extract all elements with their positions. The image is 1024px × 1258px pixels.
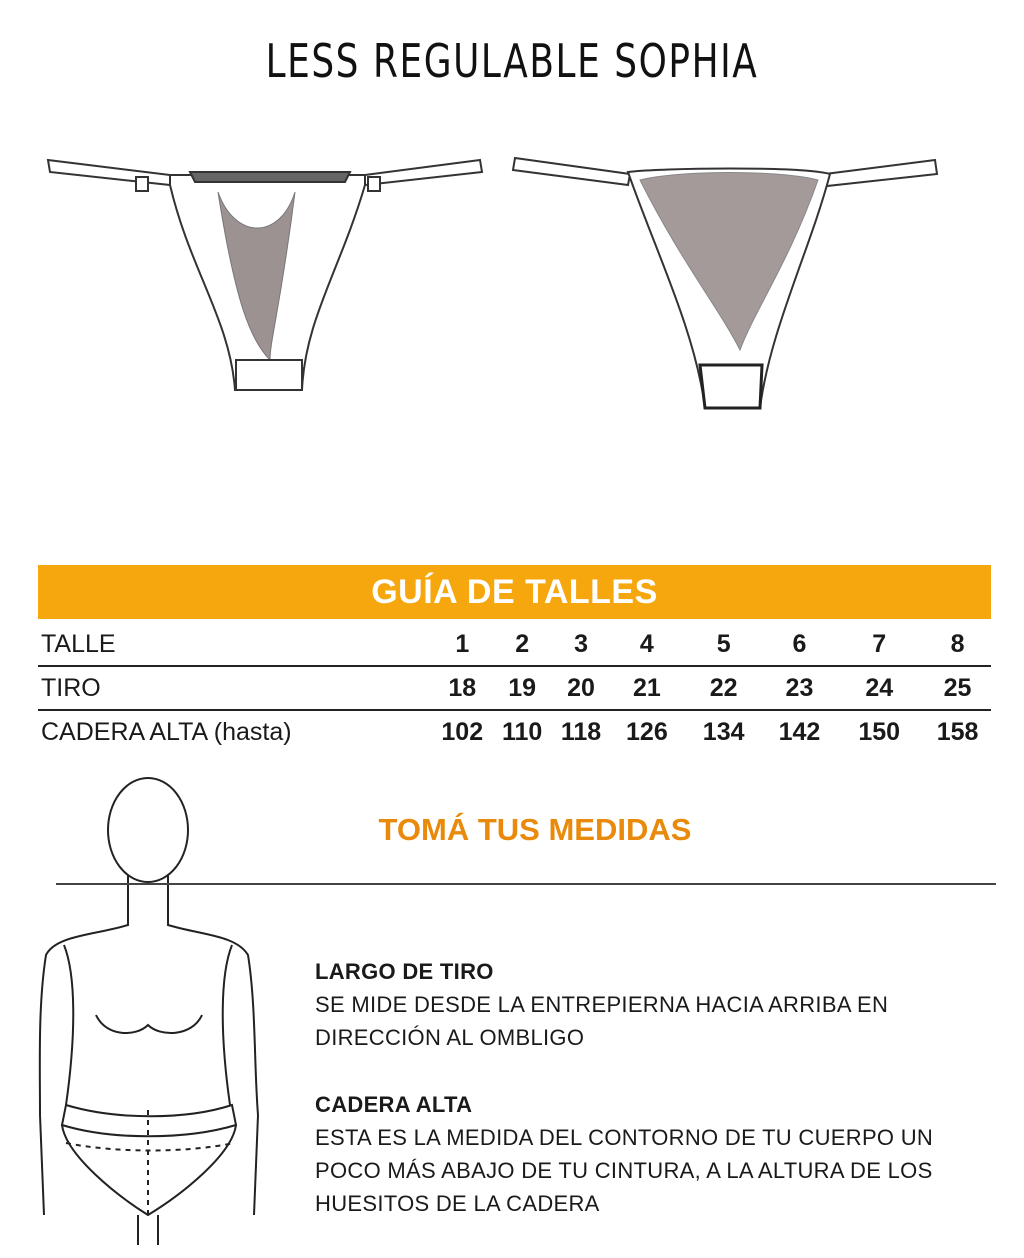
row-label: CADERA ALTA (hasta) — [41, 717, 292, 746]
table-cell: 4 — [611, 623, 683, 666]
table-cell: 24 — [834, 666, 924, 710]
back-view-drawing — [513, 158, 937, 408]
table-row — [38, 623, 991, 666]
table-cell: 102 — [441, 717, 484, 746]
table-cell: 3 — [551, 623, 611, 666]
measure-description: SE MIDE DESDE LA ENTREPIERNA HACIA ARRIBA EN DIRECCIÓN AL OMBLIGO — [315, 992, 889, 1050]
table-cell: 23 — [765, 666, 835, 710]
table-cell: 8 — [924, 623, 991, 666]
table-cell: 142 — [778, 717, 821, 746]
table-cell: 118 — [560, 717, 602, 746]
size-guide-header: GUÍA DE TALLES — [38, 565, 991, 619]
size-table — [38, 623, 991, 753]
row-label: TIRO — [38, 666, 431, 710]
body-figure-illustration — [36, 775, 276, 1245]
table-row — [38, 666, 991, 710]
table-cell: 110 — [501, 717, 543, 746]
measure-item-largo-de-tiro — [315, 955, 975, 1054]
measures-title: TOMÁ TUS MEDIDAS — [378, 812, 692, 847]
table-cell: 2 — [493, 623, 551, 666]
product-illustration — [40, 150, 984, 420]
table-cell: 1 — [431, 623, 493, 666]
table-cell: 134 — [702, 717, 745, 746]
table-cell: 25 — [924, 666, 991, 710]
table-cell: 5 — [683, 623, 765, 666]
table-cell: 150 — [858, 717, 901, 746]
table-cell: 22 — [683, 666, 765, 710]
table-row — [38, 710, 991, 753]
measure-description: ESTA ES LA MEDIDA DEL CONTORNO DE TU CUERPO UN POCO MÁS ABAJO DE TU CINTURA, A LA ALTURA DE LOS HUESITOS DE LA CADERA — [315, 1125, 934, 1216]
table-cell: 19 — [493, 666, 551, 710]
table-cell: 6 — [765, 623, 835, 666]
table-cell: 126 — [626, 717, 668, 746]
table-cell: 158 — [936, 717, 979, 746]
table-cell: 21 — [611, 666, 683, 710]
table-cell: 7 — [834, 623, 924, 666]
measure-heading: LARGO DE TIRO — [315, 959, 494, 984]
table-cell: 20 — [551, 666, 611, 710]
front-view-drawing — [48, 160, 482, 390]
measure-heading: CADERA ALTA — [315, 1092, 473, 1117]
product-title: LESS REGULABLE SOPHIA — [265, 34, 759, 88]
measure-item-cadera-alta — [315, 1088, 975, 1220]
table-cell: 18 — [431, 666, 493, 710]
divider — [56, 883, 996, 885]
row-label: TALLE — [38, 623, 431, 666]
